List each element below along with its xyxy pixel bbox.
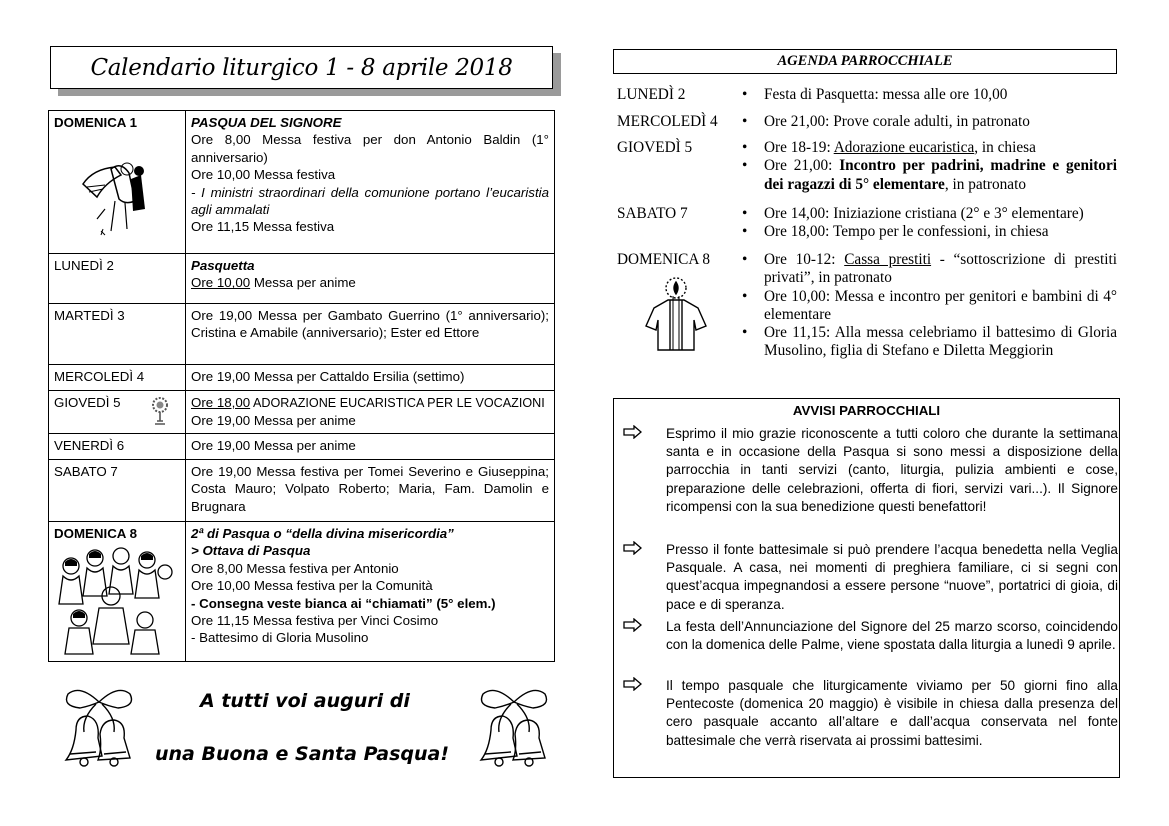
hand-pointing-arrow-icon <box>622 677 644 691</box>
table-row <box>49 460 555 522</box>
avviso-item <box>622 541 1118 614</box>
event-text: Messa per anime <box>250 275 356 291</box>
hand-pointing-arrow-icon <box>622 618 644 632</box>
avviso-text: Il tempo pasquale che liturgicamente viviamo per 50 giorni fino alla Pentecoste (domenica 20 maggio) è visibile in chiesa dalla presenza del cero pasquale accanto all’altare e dall’acqua conservata nel fonte battesimale che verrà riservata ai prossimi battesimi. <box>666 678 1118 748</box>
agenda-title: AGENDA PARROCCHIALE <box>613 49 1117 74</box>
agenda-items <box>740 86 1117 104</box>
apostles-illustration <box>53 544 175 656</box>
event-text: ADORAZIONE EUCARISTICA PER LE VOCAZIONI <box>250 396 545 410</box>
events-cell <box>186 434 555 460</box>
agenda-link: Cassa prestiti <box>844 251 932 268</box>
avviso-item <box>622 618 1118 654</box>
table-row <box>49 434 555 460</box>
candle-robe-icon <box>640 274 712 354</box>
event-title: 2ª di Pasqua o “della divina misericordia” <box>191 526 454 541</box>
table-row <box>49 304 555 365</box>
events-cell <box>186 304 555 365</box>
agenda-items <box>740 139 1117 194</box>
event-line: - Consegna veste bianca ai “chiamati” (5° elem.) <box>191 595 496 611</box>
table-row <box>49 522 555 662</box>
event-line: Ore 19,00 Messa per anime <box>191 438 356 453</box>
agenda-item: • Ore 11,15: Alla messa celebriamo il battesimo di Gloria Musolino, figlia di Stefano e Diletta Meggiorin <box>740 324 1117 361</box>
event-line: Ore 8,00 Messa festiva per don Antonio Baldin (1° anniversario) <box>191 132 549 165</box>
day-cell <box>49 111 186 254</box>
day-cell <box>49 254 186 304</box>
monstrance-icon <box>149 395 171 427</box>
agenda-item: • Ore 18-19: Adorazione eucaristica, in chiesa <box>740 139 1117 157</box>
agenda-item: • Ore 14,00: Iniziazione cristiana (2° e 3° elementare) <box>740 205 1117 223</box>
hand-pointing-arrow-icon <box>622 425 644 439</box>
events-cell <box>186 522 555 662</box>
agenda-item: • Ore 21,00: Incontro per padrini, madrine e genitori dei ragazzi di 5° elementare, in patronato <box>740 157 1117 194</box>
event-title: Pasquetta <box>191 258 255 273</box>
agenda-items <box>740 251 1117 361</box>
event-line: Ore 11,15 Messa festiva <box>191 219 335 235</box>
day-cell <box>49 460 186 522</box>
avvisi-box <box>613 398 1120 778</box>
events-cell <box>186 254 555 304</box>
day-label: MARTEDÌ 3 <box>54 308 125 323</box>
event-line: - Battesimo di Gloria Musolino <box>191 630 369 646</box>
event-line: - I ministri straordinari della comunione portano l’eucaristia agli ammalati <box>191 184 549 218</box>
agenda-item: • Ore 21,00: Prove corale adulti, in patronato <box>740 113 1117 131</box>
day-label: SABATO 7 <box>54 464 118 479</box>
agenda-day: MERCOLEDÌ 4 <box>617 113 718 130</box>
agenda-item: • Ore 18,00: Tempo per le confessioni, in chiesa <box>740 223 1117 241</box>
day-cell <box>49 365 186 391</box>
day-label: DOMENICA 8 <box>54 526 137 541</box>
events-cell <box>186 460 555 522</box>
day-label: GIOVEDÌ 5 <box>54 395 121 410</box>
agenda-day: DOMENICA 8 <box>617 251 711 268</box>
day-cell <box>49 434 186 460</box>
event-line: Ore 8,00 Messa festiva per Antonio <box>191 560 399 576</box>
table-row <box>49 365 555 391</box>
event-time: Ore 10,00 <box>191 275 251 291</box>
avviso-item <box>622 677 1118 750</box>
event-line: Ore 19,00 Messa per Gambato Guerrino (1° anniversario); Cristina e Amabile (anniversario); Ester ed Ettore <box>191 308 549 341</box>
event-line: Ore 11,15 Messa festiva per Vinci Cosimo <box>191 613 439 629</box>
easter-bell-icon <box>475 680 553 780</box>
avviso-text: La festa dell’Annunciazione del Signore del 25 marzo scorso, coincidendo con la domenica delle Palme, viene spostata dalla liturgia a lunedì 9 aprile. <box>666 619 1118 653</box>
event-subtitle: > Ottava di Pasqua <box>191 543 311 559</box>
avvisi-title: AVVISI PARROCCHIALI <box>792 403 941 418</box>
table-row <box>49 111 555 254</box>
avviso-item <box>622 425 1118 516</box>
event-line: Ore 19,00 Messa per anime <box>191 413 356 429</box>
event-line <box>191 394 549 412</box>
event-line: Ore 10,00 Messa festiva <box>191 167 336 183</box>
agenda-item: • Ore 10,00: Messa e incontro per genitori e bambini di 4° elementare <box>740 288 1117 325</box>
page-title: Calendario liturgico 1 - 8 aprile 2018 <box>50 46 553 89</box>
day-label: DOMENICA 1 <box>54 115 137 130</box>
event-line: Ore 10,00 Messa festiva per la Comunità <box>191 578 433 594</box>
agenda-link: Adorazione eucaristica <box>833 139 975 156</box>
events-cell <box>186 111 555 254</box>
agenda-day: LUNEDÌ 2 <box>617 86 686 103</box>
events-cell <box>186 365 555 391</box>
agenda-item: • Ore 10-12: Cassa prestiti - “sottoscrizione di prestiti privati”, in patronato <box>740 251 1117 288</box>
event-time: Ore 18,00 <box>191 395 251 410</box>
day-label: VENERDÌ 6 <box>54 438 125 453</box>
greeting-line-1: A tutti voi auguri di <box>200 690 410 712</box>
agenda-items <box>740 205 1117 242</box>
events-cell <box>186 391 555 434</box>
day-cell <box>49 391 186 434</box>
table-row <box>49 254 555 304</box>
agenda-day: SABATO 7 <box>617 205 688 222</box>
table-row <box>49 391 555 434</box>
agenda-item: • Festa di Pasquetta: messa alle ore 10,00 <box>740 86 1117 104</box>
day-label: LUNEDÌ 2 <box>54 258 114 273</box>
event-line: Ore 19,00 Messa per Cattaldo Ersilia (settimo) <box>191 369 465 384</box>
greeting-line-2: una Buona e Santa Pasqua! <box>155 743 450 765</box>
liturgical-calendar-table <box>48 110 555 662</box>
event-title: PASQUA DEL SIGNORE <box>191 115 342 130</box>
hand-pointing-arrow-icon <box>622 541 644 555</box>
day-label: MERCOLEDÌ 4 <box>54 369 145 384</box>
easter-bell-icon <box>60 680 138 780</box>
agenda-items <box>740 113 1117 131</box>
day-cell <box>49 522 186 662</box>
avviso-text: Esprimo il mio grazie riconoscente a tutti coloro che durante la settimana santa e in occasione della Pasqua si sono messi a disposizione della parrocchia in tanti servizi (canto, liturgia, pulizia ambienti e cose, preparazione delle celebrazioni, offerta di fiori, servizi vari...). Il Signore ricompensi con la sua benedizione questi benefattori! <box>666 426 1118 514</box>
avviso-text: Presso il fonte battesimale si può prendere l’acqua benedetta nella Veglia Pasquale. A casa, nei momenti di preghiera familiare, ci si segni con quest’acqua impegnandosi a essere persone “nuove”, portatrici di gioia, di pace e di speranza. <box>666 542 1118 612</box>
day-cell <box>49 304 186 365</box>
event-line <box>191 274 549 291</box>
event-line: Ore 19,00 Messa festiva per Tomei Severino e Giuseppina; Costa Mauro; Volpato Roberto; Maria, Fam. Damolin e Brugnara <box>191 464 549 514</box>
resurrection-illustration <box>75 139 155 239</box>
agenda-day: GIOVEDÌ 5 <box>617 139 693 156</box>
